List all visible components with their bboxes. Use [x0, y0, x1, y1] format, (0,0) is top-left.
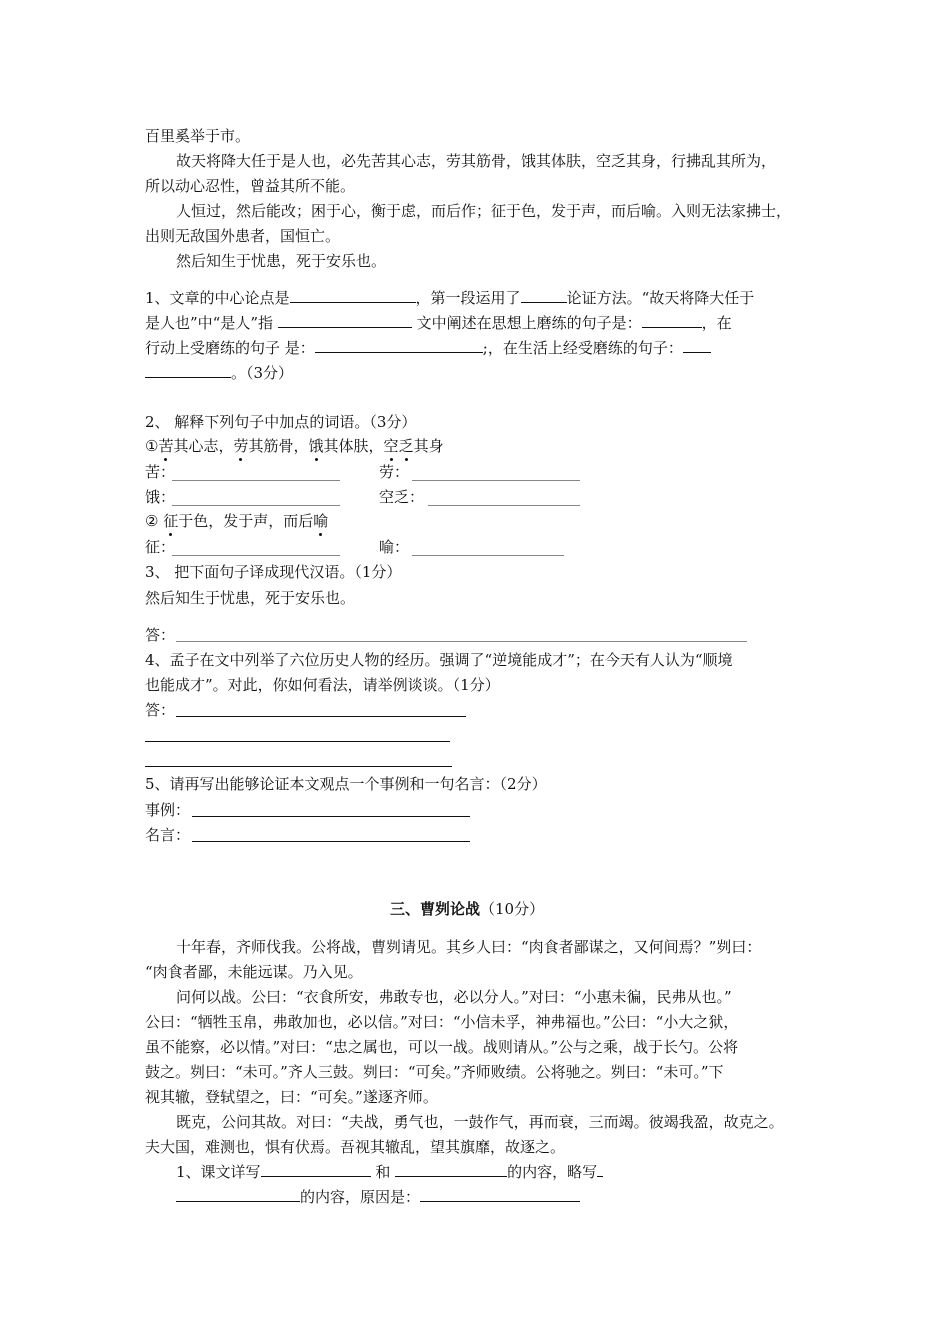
answer-blank[interactable] [395, 1162, 507, 1177]
answer-blank[interactable] [290, 288, 416, 303]
answer-blank[interactable] [315, 338, 483, 353]
q5-title: 5、请再写出能够论证本文观点一个事例和一句名言：（2分） [145, 775, 547, 793]
q3-sentence: 然后知生于忧患，死于安乐也。 [145, 589, 356, 607]
label-e: 饿： [145, 488, 176, 506]
answer-line[interactable] [192, 816, 470, 817]
passage-line: 虽不能察，必以情。”对曰：“忠之属也，可以一战。战则请从。”公与之乘，战于长勺。公将 [145, 1038, 739, 1056]
passage-line: 鼓之。刿曰：“未可。”齐人三鼓。刿曰：“可矣。”齐师败绩。公将驰之。刿曰：“未可。”下 [145, 1063, 724, 1081]
s3-q1-line-2: 的内容，原因是： [176, 1187, 580, 1207]
passage-line: 视其辙，登轼望之，曰：“可矣。”遂逐齐师。 [145, 1088, 438, 1106]
answer-blank[interactable] [521, 288, 567, 303]
answer-blank[interactable] [597, 1162, 603, 1177]
passage-line: 然后知生于忧患，死于安乐也。 [176, 252, 387, 270]
q2-sentence-1: ①苦其心志，劳其筋骨，饿其体肤，空乏其身 [145, 437, 444, 455]
q2-title: 2、 解释下列句子中加点的词语。（3分） [145, 413, 417, 431]
passage-line: 出则无敌国外患者，国恒亡。 [145, 227, 341, 245]
q1-line-1: 1、文章的中心论点是 ，第一段运用了 论证方法。“故天将降大任于 [145, 289, 755, 307]
answer-line[interactable] [176, 641, 747, 642]
label-yu: 喻： [379, 538, 410, 556]
answer-blank[interactable] [176, 1187, 300, 1202]
passage-line: 夫大国，难测也，惧有伏焉。吾视其辙乱，望其旗靡，故逐之。 [145, 1138, 566, 1156]
passage-line: 公曰：“牺牲玉帛，弗敢加也，必以信。”对曰：“小信未孚，神弗福也。”公曰：“小大之狱， [145, 1013, 739, 1031]
passage-line: 故天将降大任于是人也，必先苦其心志，劳其筋骨，饿其体肤，空乏其身，行拂乱其所为， [176, 152, 777, 170]
answer-blank[interactable] [261, 1162, 371, 1177]
q4-answer-label: 答： [145, 701, 176, 719]
answer-blank[interactable] [420, 1187, 580, 1202]
passage-line: 所以动心忍性，曾益其所不能。 [145, 177, 356, 195]
label-kongfa: 空乏： [379, 488, 425, 506]
answer-blank[interactable] [683, 338, 711, 353]
answer-line[interactable] [172, 505, 340, 506]
answer-line[interactable] [172, 480, 340, 481]
q1-line-2: 是人也”中“是人”指 文中阐述在思想上磨练的句子是： ，在 [145, 314, 732, 332]
s3-q1-line-1: 1、课文详写 和 的内容，略写 [176, 1162, 603, 1182]
q5-quote-label: 名言： [145, 826, 191, 844]
label-ku: 苦： [145, 463, 176, 481]
q4-line-2: 也能成才”。对此，你如何看法，请举例谈谈。（1分） [145, 676, 500, 694]
answer-line[interactable] [412, 480, 580, 481]
q4-line-1: 4、孟子在文中列举了六位历史人物的经历。强调了“逆境能成才”；在今天有人认为“顺境 [145, 651, 733, 669]
answer-blank[interactable] [642, 313, 702, 328]
label-zheng: 征： [145, 538, 176, 556]
answer-blank[interactable] [278, 313, 412, 328]
answer-blank[interactable] [145, 363, 231, 378]
passage-line: 问何以战。公曰：“衣食所安，弗敢专也，必以分人。”对曰：“小惠未徧，民弗从也。” [176, 988, 732, 1006]
passage-line: 人恒过，然后能改；困于心，衡于虑，而后作；征于色，发于声，而后喻。入则无法家拂士， [176, 202, 792, 220]
q1-line-3: 行动上受磨练的句子 是： ;，在生活上经受磨练的句子： [145, 338, 711, 358]
q1-line-4: 。（3分） [145, 363, 293, 383]
q3-title: 3、 把下面句子译成现代汉语。（1分） [145, 563, 402, 581]
passage-line: 百里奚举于市。 [145, 127, 251, 145]
q2-sentence-2: ② 征于色，发于声，而后喻 [145, 512, 329, 530]
answer-line[interactable] [145, 741, 450, 742]
passage-line: 既克，公问其故。对曰：“夫战，勇气也，一鼓作气，再而衰，三而竭。彼竭我盈，故克之。 [176, 1113, 784, 1131]
passage-line: “肉食者鄙，未能远谋。乃入见。 [145, 963, 363, 981]
answer-line[interactable] [176, 716, 466, 717]
passage-line: 十年春，齐师伐我。公将战，曹刿请见。其乡人曰：“肉食者鄙谋之，又何间焉？”刿曰： [176, 938, 762, 956]
answer-line[interactable] [172, 555, 340, 556]
q3-answer-label: 答： [145, 626, 176, 644]
answer-line[interactable] [145, 766, 452, 767]
label-lao: 劳： [379, 463, 410, 481]
answer-line[interactable] [412, 555, 564, 556]
section-title: 三、曹刿论战（10分） [390, 900, 545, 918]
answer-line[interactable] [192, 841, 470, 842]
answer-line[interactable] [428, 505, 580, 506]
q5-example-label: 事例： [145, 801, 191, 819]
